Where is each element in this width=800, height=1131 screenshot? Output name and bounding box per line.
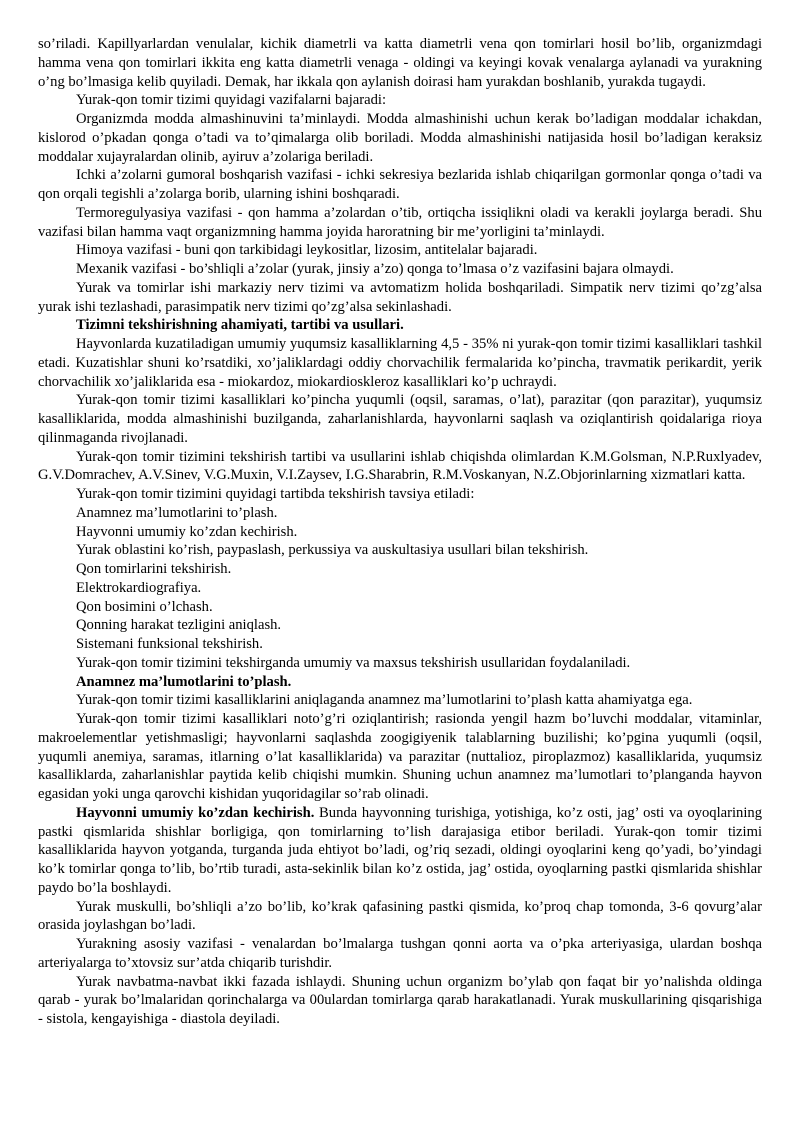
- paragraph-scientists: Yurak-qon tomir tizimini tekshirish tartibi va usullarini ishlab chiqishda olimlardan K.M.Golsman, N.P.Ruxlyadev, G.V.Domrachev, A.V.Sinev, V.G.Muxin, V.I.Zaysev, I.G.Sharabrin, R.M.Voskanyan, N.Z.Objorinlarning xizmatlari katta.: [38, 448, 762, 484]
- list-item: Hayvonni umumiy ko’zdan kechirish.: [76, 523, 298, 540]
- paragraph-humoral: Ichki a’zolarni gumoral boshqarish vazifasi - ichki sekresiya bezlarida ishlab chiqarilgan gormonlar qonga o’tadi va qon orqali tegishli a’zolarga borib, ularning ishini boshqaradi.: [38, 167, 762, 202]
- document-page: [38, 35, 762, 1029]
- list-item: Yurak oblastini ko’rish, paypaslash, perkussiya va auskultasiya usullari bilan tekshirish.: [76, 542, 589, 559]
- paragraph-mechanical: Mexanik vazifasi - bo’shliqli a’zolar (yurak, jinsiy a’zo) qonga to’lmasa o’z vazifasini bajara olmaydi.: [76, 261, 674, 277]
- paragraph-protective: Himoya vazifasi - buni qon tarkibidagi leykositlar, lizosim, antitelalar bajaradi.: [76, 242, 538, 259]
- paragraph-functions-intro: Yurak-qon tomir tizimi quyidagi vazifalarni bajaradi:: [76, 92, 387, 109]
- list-item: Sistemani funksional tekshirish.: [76, 636, 263, 652]
- paragraph-order-intro: Yurak-qon tomir tizimini quyidagi tartibda tekshirish tavsiya etiladi:: [76, 486, 475, 502]
- paragraph-anamnesis-causes: Yurak-qon tomir tizimi kasalliklari noto’g’ri oziqlantirish; rasionda yengil hazm bo’luvchi moddalar, vitaminlar, makroelementlar yetishmasligi; hayvonlarni saqlashda zoogigiyenik talablarning buzilishi; ko’pgina yuqumli (oqsil, yuqumli anemiya, saramas, itlarning o’lat kasalliklarida) va parazitar (nuttalioz, piroplazmoz) kasalliklarida, yuqumsiz kasalliklarda, zaharlanishlar paytida kelib chiqishi mumkin. Shuning uchun anamnez ma’lumotlari to’planganda hayvon egasidan yoki unga qarovchi kishidan yuqoridagilar so’rab olinadi.: [38, 711, 762, 802]
- paragraph-nervous-control: Yurak va tomirlar ishi markaziy nerv tizimi va avtomatizm holida boshqariladi. Simpatik nerv tizimi qo’zg’alsa yurak ishi tezlashadi, parasimpatik nerv tizimi qo’zg’alsa sekinlashadi.: [38, 279, 762, 315]
- section-heading-anamnesis: Anamnez ma’lumotlarini to’plash.: [76, 673, 292, 690]
- list-item: Elektrokardiografiya.: [76, 579, 202, 596]
- list-item: Qonning harakat tezligini aniqlash.: [76, 617, 282, 634]
- paragraph-disease-causes: Yurak-qon tomir tizimi kasalliklari ko’pincha yuqumli (oqsil, saramas, o’lat), parazitar (qon parazitar), yuqumsiz kasalliklarida, modda almashinishi buzilganda, zaharlanishlarda, hayvonlarni saqlash va oziqlantirish qoidalariga rioya qilinmaganda rivojlanadi.: [38, 392, 762, 446]
- paragraph-heart-function: Yurakning asosiy vazifasi - venalardan bo’lmalarga tushgan qonni aorta va o’pka arteriyasiga, ulardan boshqa arteriyalarga to’xtovsiz sur’atda chiqarib turishdir.: [38, 936, 762, 971]
- paragraph-general-examination-text: Bunda hayvonning turishiga, yotishiga, ko’z osti, jag’ osti va oyoqlarining pastki qismlarida shishlar borligiga, qon tomirlarning to’lish darajasiga etibor beriladi. Yurak-qon tomir tizimi kasalliklarida hayvon yotganda, turganda juda ehtiyot bo’ladi, og’riq sezadi, oldingi oyoqlarini keng qo’yadi, bo’yindagi ko’k tomirlar qonga to’lib, bo’rtib turadi, asta-sekinlik bilan ko’z ostida, jag’ ostida, oyoqlarning pastki qismlarida shishlar paydo bo’la boshlaydi.: [38, 804, 762, 896]
- list-item: Anamnez ma’lumotlarini to’plash.: [76, 504, 278, 521]
- paragraph-anamnesis-importance: Yurak-qon tomir tizimi kasalliklarini aniqlaganda anamnez ma’lumotlarini to’plash katta ahamiyatga ega.: [76, 692, 693, 709]
- paragraph-general-examination: [38, 804, 762, 898]
- paragraph-continuation: so’riladi. Kapillyarlardan venulalar, kichik diametrli va katta diametrli vena qon tomirlari hosil bo’lib, organizmdagi hamma vena qon tomirlari ikkita eng katta diametrli venaga - oldingi va keyingi kovak venalarga aylanadi va yurakning o’ng bo’lmasiga kelib quyiladi. Demak, har ikkala qon aylanish doirasi ham yurakdan boshlanib, yurakda tugaydi.: [38, 36, 762, 90]
- list-item: Qon tomirlarini tekshirish.: [76, 561, 232, 577]
- paragraph-statistics: Hayvonlarda kuzatiladigan umumiy yuqumsiz kasalliklarning 4,5 - 35% ni yurak-qon tomir tizimi kasalliklari tashkil etadi. Kuzatishlar shuni ko’rsatdiki, xo’jaliklardagi oddiy chorvachilik fermalarida ko’pincha, travmatik perikardit, yerik chorvachilik xo’jaliklarida esa - miokardoz, miokardioskleroz kasalliklari ko’p uchraydi.: [38, 336, 762, 390]
- list-item: Qon bosimini o’lchash.: [76, 598, 213, 615]
- inline-heading-general-examination: Hayvonni umumiy ko’zdan kechirish.: [76, 804, 315, 821]
- paragraph-methods: Yurak-qon tomir tizimini tekshirganda umumiy va maxsus tekshirish usullaridan foydalaniladi.: [76, 654, 631, 671]
- section-heading-importance: Tizimni tekshirishning ahamiyati, tartibi va usullari.: [76, 317, 404, 334]
- paragraph-heart-phases: Yurak navbatma-navbat ikki fazada ishlaydi. Shuning uchun organizm bo’ylab qon faqat bir yo’nalishda oldinga qarab - yurak bo’lmalaridan qorinchalarga va 00ulardan tomirlarga qarab harakatlanadi. Yurak muskullarining qisqarishiga - sistola, kengayishiga - diastola deyiladi.: [38, 973, 762, 1027]
- paragraph-metabolism: Organizmda modda almashinuvini ta’minlaydi. Modda almashinishi uchun kerak bo’ladigan moddalar ichakdan, kislorod o’pkadan qonga o’tadi va to’qimalarga olib boriladi. Modda almashinishi natijasida hosil bo’ladigan keraksiz moddalar xujayralardan olinib, ayiruv a’zolariga beriladi.: [38, 111, 762, 165]
- paragraph-thermoregulation: Termoregulyasiya vazifasi - qon hamma a’zolardan o’tib, ortiqcha issiqlikni oladi va kerakli joylarga beradi. Shu vazifasi bilan hamma vaqt organizmning hamma joyida haroratning bir me’yorligini ta’minlaydi.: [38, 204, 762, 240]
- paragraph-heart-location: Yurak muskulli, bo’shliqli a’zo bo’lib, ko’krak qafasining pastki qismida, ko’proq chap tomonda, 3-6 qovurg’alar orasida joylashgan bo’ladi.: [38, 898, 762, 934]
